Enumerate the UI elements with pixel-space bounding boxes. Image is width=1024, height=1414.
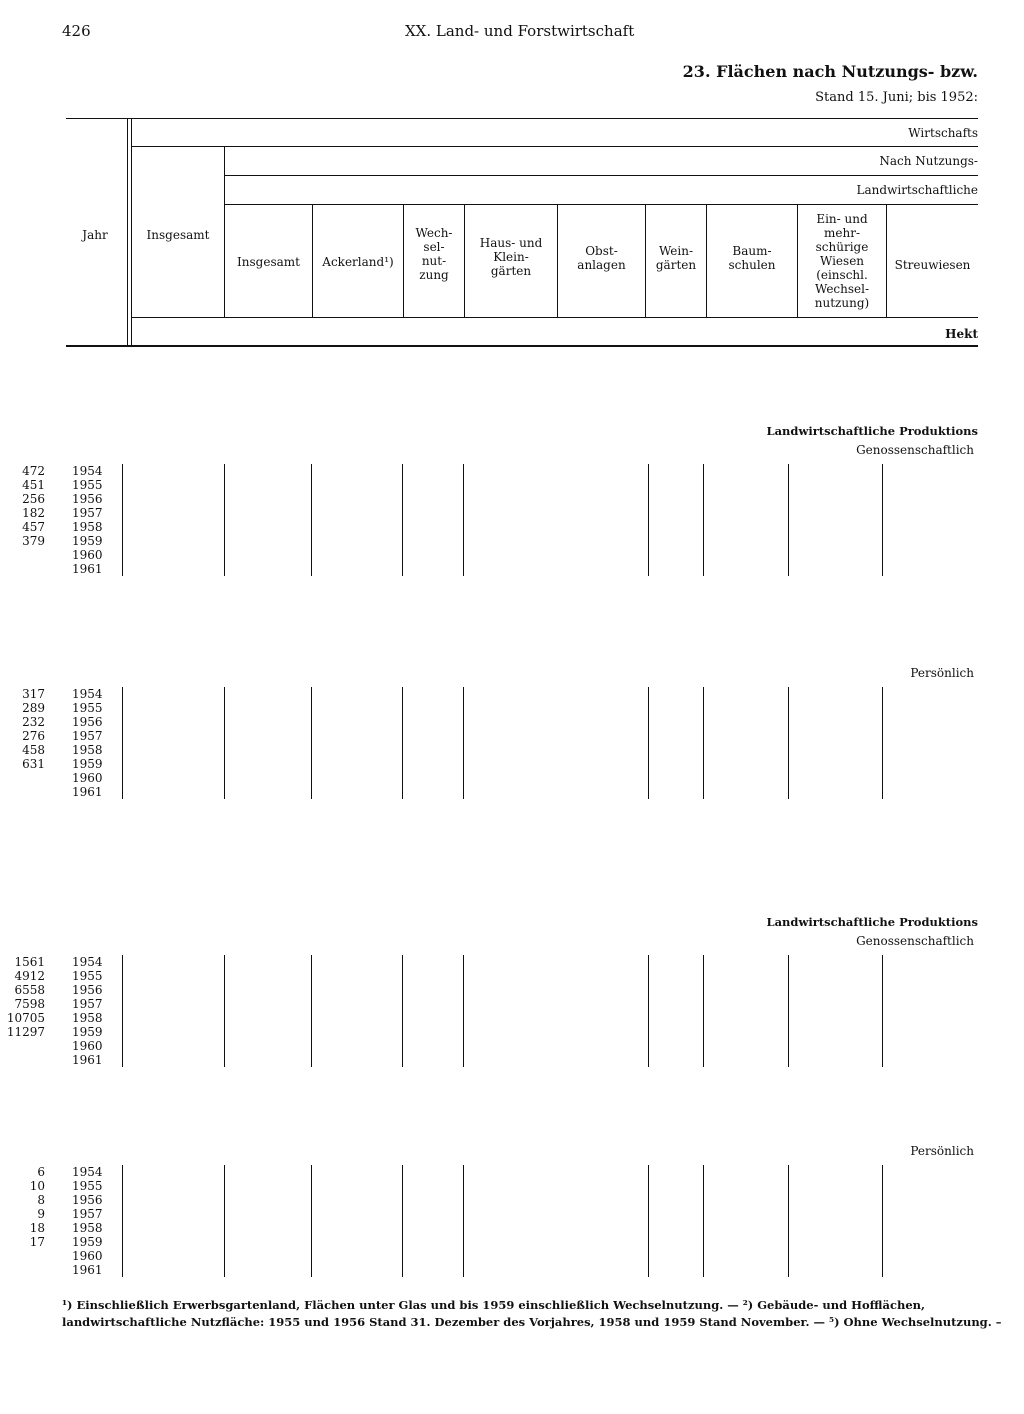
- row-year: 1954: [72, 1165, 103, 1179]
- row-year: 1955: [72, 701, 103, 715]
- column-separator: [648, 1165, 649, 1277]
- cell-streuwiesen: 631: [22, 757, 45, 771]
- row-year: 1956: [72, 983, 103, 997]
- col-wiesen-line: Wechsel-: [814, 282, 870, 296]
- row-year: 1957: [72, 729, 103, 743]
- col-wiesen-line: nutzung): [814, 296, 870, 310]
- col-landwirtschaftliche: Landwirtschaftliche: [856, 183, 978, 197]
- rule-bottom: [66, 345, 978, 347]
- rule-unit: [132, 317, 978, 318]
- col-wechsel-line: nut-: [421, 254, 447, 268]
- row-year: 1960: [72, 1249, 103, 1263]
- column-separator: [311, 1165, 312, 1277]
- col-obstanlagen: [558, 244, 645, 272]
- cell-streuwiesen: 8: [37, 1193, 45, 1207]
- column-separator: [311, 687, 312, 799]
- column-separator: [122, 955, 123, 1067]
- col-haus-kleingaerten: [465, 236, 557, 278]
- row-year: 1960: [72, 1039, 103, 1053]
- col-obst-line: anlagen: [577, 258, 626, 272]
- row-year: 1961: [72, 1263, 103, 1277]
- row-year: 1960: [72, 548, 103, 562]
- column-separator: [703, 1165, 704, 1277]
- column-separator: [402, 1165, 403, 1277]
- col-wiesen-line: schürige: [815, 240, 869, 254]
- column-separator: [882, 955, 883, 1067]
- cell-streuwiesen: 472: [22, 464, 45, 478]
- column-separator: [402, 464, 403, 576]
- section-subtitle: Persönlich: [910, 666, 974, 680]
- column-separator: [703, 464, 704, 576]
- column-separator: [788, 464, 789, 576]
- col-insgesamt: Insgesamt: [237, 255, 300, 269]
- col-wiesen: [798, 212, 886, 310]
- footnote-line: ¹) Einschließlich Erwerbsgartenland, Flächen unter Glas und bis 1959 einschließlich Wechselnutzung. — ²) Gebäude- und Hofflächen,: [62, 1298, 926, 1312]
- row-year: 1954: [72, 955, 103, 969]
- column-separator: [224, 687, 225, 799]
- column-separator: [224, 464, 225, 576]
- row-year: 1958: [72, 520, 103, 534]
- footnote-line: landwirtschaftliche Nutzfläche: 1955 und 1956 Stand 31. Dezember des Vorjahres, 1958 und 1959 Stand November. — ⁵) Ohne Wechselnutzung. –: [62, 1315, 1002, 1329]
- column-separator: [402, 687, 403, 799]
- col-nach-nutzungs: Nach Nutzungs-: [879, 154, 978, 168]
- cell-streuwiesen: 9: [37, 1207, 45, 1221]
- row-year: 1954: [72, 464, 103, 478]
- col-weingaerten: [646, 244, 706, 272]
- cell-streuwiesen: 6558: [14, 983, 45, 997]
- row-year: 1955: [72, 1179, 103, 1193]
- rule-nutzungs: [224, 175, 978, 176]
- cell-streuwiesen: 451: [22, 478, 45, 492]
- row-year: 1961: [72, 1053, 103, 1067]
- row-year: 1957: [72, 1207, 103, 1221]
- row-year: 1954: [72, 687, 103, 701]
- running-head: XX. Land- und Forstwirtschaft: [405, 22, 635, 40]
- row-year: 1956: [72, 492, 103, 506]
- col-streuwiesen: Streuwiesen: [894, 258, 971, 272]
- page-number: 426: [62, 22, 91, 40]
- cell-streuwiesen: 1561: [14, 955, 45, 969]
- col-obst-line: Obst-: [585, 244, 618, 258]
- vline-insg: [224, 146, 225, 317]
- row-year: 1955: [72, 478, 103, 492]
- stand-note: Stand 15. Juni; bis 1952:: [815, 90, 978, 105]
- rule-landw: [224, 204, 978, 205]
- cell-streuwiesen: 11297: [6, 1025, 45, 1039]
- row-year: 1959: [72, 1025, 103, 1039]
- col-haus-line: Haus- und: [479, 236, 543, 250]
- column-separator: [882, 464, 883, 576]
- cell-streuwiesen: 18: [29, 1221, 45, 1235]
- section-title: Landwirtschaftliche Produktions: [766, 424, 978, 438]
- row-year: 1956: [72, 715, 103, 729]
- cell-streuwiesen: 7598: [14, 997, 45, 1011]
- col-wiesen-line: Wiesen: [819, 254, 865, 268]
- rule-wirtschafts: [132, 146, 978, 147]
- row-year: 1957: [72, 506, 103, 520]
- column-separator: [648, 687, 649, 799]
- rule-top: [66, 118, 978, 119]
- column-separator: [463, 955, 464, 1067]
- cell-streuwiesen: 256: [22, 492, 45, 506]
- cell-streuwiesen: 457: [22, 520, 45, 534]
- column-separator: [788, 1165, 789, 1277]
- column-separator: [311, 955, 312, 1067]
- cell-streuwiesen: 276: [22, 729, 45, 743]
- row-year: 1956: [72, 1193, 103, 1207]
- cell-streuwiesen: 182: [22, 506, 45, 520]
- col-baumschulen: [707, 244, 797, 272]
- row-year: 1958: [72, 1221, 103, 1235]
- col-ackerland: Ackerland¹): [322, 255, 394, 269]
- col-wiesen-line: (einschl.: [816, 268, 868, 282]
- column-separator: [224, 955, 225, 1067]
- table-title: 23. Flächen nach Nutzungs- bzw.: [682, 62, 978, 81]
- col-wechsel-line: Wech-: [415, 226, 453, 240]
- unit-label: Hekt: [945, 327, 978, 341]
- row-year: 1961: [72, 562, 103, 576]
- row-year: 1958: [72, 1011, 103, 1025]
- col-wein-line: Wein-: [658, 244, 694, 258]
- col-wiesen-line: mehr-: [824, 226, 860, 240]
- row-year: 1960: [72, 771, 103, 785]
- cell-streuwiesen: 289: [22, 701, 45, 715]
- row-year: 1961: [72, 785, 103, 799]
- section-subtitle: Genossenschaftlich: [856, 443, 974, 457]
- cell-streuwiesen: 10705: [6, 1011, 45, 1025]
- col-wirtschafts: Wirtschafts: [908, 126, 978, 140]
- cell-streuwiesen: 10: [29, 1179, 45, 1193]
- col-baum-line: Baum-: [732, 244, 772, 258]
- section-title: Landwirtschaftliche Produktions: [766, 915, 978, 929]
- section-subtitle: Genossenschaftlich: [856, 934, 974, 948]
- row-year: 1955: [72, 969, 103, 983]
- col-haus-line: gärten: [490, 264, 532, 278]
- col-haus-line: Klein-: [493, 250, 529, 264]
- row-year: 1957: [72, 997, 103, 1011]
- col-wiesen-line: Ein- und: [816, 212, 868, 226]
- cell-streuwiesen: 4912: [14, 969, 45, 983]
- cell-streuwiesen: 317: [22, 687, 45, 701]
- col-baum-line: schulen: [728, 258, 776, 272]
- column-separator: [224, 1165, 225, 1277]
- column-separator: [463, 1165, 464, 1277]
- col-insgesamt-total: Insgesamt: [146, 228, 210, 242]
- row-year: 1959: [72, 534, 103, 548]
- column-separator: [122, 687, 123, 799]
- column-separator: [122, 1165, 123, 1277]
- column-separator: [648, 464, 649, 576]
- cell-streuwiesen: 6: [37, 1165, 45, 1179]
- column-separator: [788, 687, 789, 799]
- col-jahr: Jahr: [82, 228, 108, 242]
- column-separator: [882, 687, 883, 799]
- column-separator: [122, 464, 123, 576]
- column-separator: [402, 955, 403, 1067]
- vline-jahr: [127, 118, 128, 347]
- column-separator: [703, 955, 704, 1067]
- cell-streuwiesen: 379: [22, 534, 45, 548]
- column-separator: [788, 955, 789, 1067]
- row-year: 1959: [72, 1235, 103, 1249]
- col-wechsel-line: sel-: [423, 240, 445, 254]
- row-year: 1959: [72, 757, 103, 771]
- column-separator: [311, 464, 312, 576]
- column-separator: [463, 464, 464, 576]
- cell-streuwiesen: 458: [22, 743, 45, 757]
- column-separator: [648, 955, 649, 1067]
- column-separator: [463, 687, 464, 799]
- col-wechselnutzung: [404, 226, 464, 282]
- cell-streuwiesen: 232: [22, 715, 45, 729]
- row-year: 1958: [72, 743, 103, 757]
- column-separator: [703, 687, 704, 799]
- section-subtitle: Persönlich: [910, 1144, 974, 1158]
- col-wein-line: gärten: [655, 258, 697, 272]
- column-separator: [882, 1165, 883, 1277]
- cell-streuwiesen: 17: [29, 1235, 45, 1249]
- col-wechsel-line: zung: [419, 268, 449, 282]
